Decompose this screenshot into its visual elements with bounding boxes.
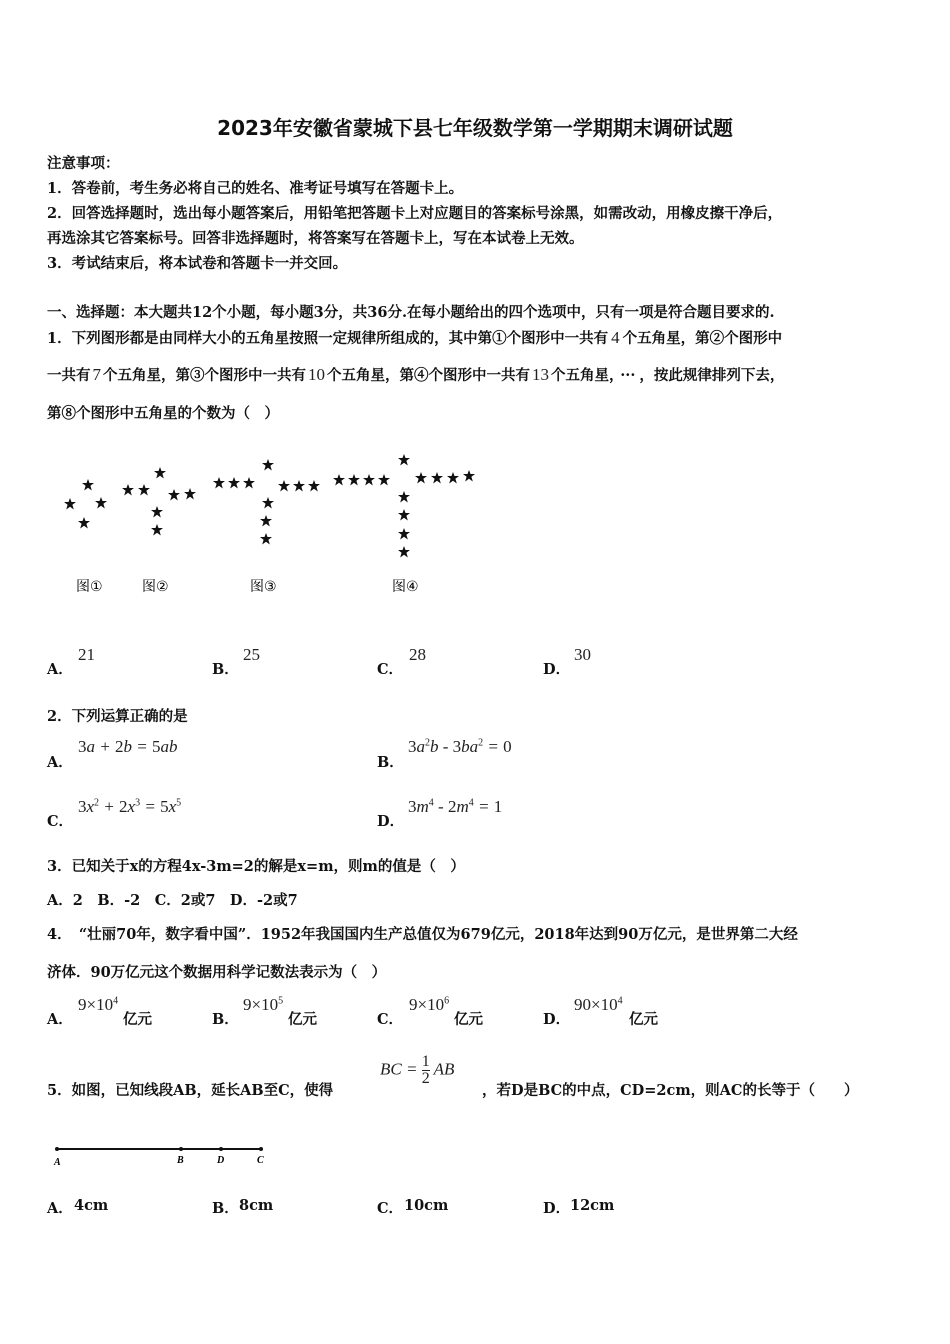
point-a-dot [55,1147,59,1151]
q5-option-d-label[interactable]: D． [543,1200,571,1217]
star-icon [293,480,305,492]
q5-segment-figure [45,1138,275,1172]
star-icon [184,488,196,500]
notice-item-3: 3．考试结束后，将本试卷和答题卡一并交回。 [47,255,348,272]
q2-option-d-expr: $3m^4 - 2m^4 = 1$ [408,797,503,816]
star-icon [151,524,163,536]
q3-stem: 3．已知关于x的方程4x-3m=2的解是x=m，则m的值是（ ） [47,858,465,875]
star-icon [95,497,107,509]
q1-option-b-value: 25 [243,645,260,664]
point-c-dot [259,1147,263,1151]
q5-option-c-value: 10cm [404,1197,449,1214]
q5-option-b-value: 8cm [239,1197,274,1214]
q2-stem: 2．下列运算正确的是 [47,708,188,725]
q4-option-a-label[interactable]: A． [47,1011,73,1028]
q4-option-b-unit: 亿元 [288,1011,317,1028]
star-icon [213,477,225,489]
q1-option-c-label[interactable]: C． [377,661,404,678]
star-icon [431,472,443,484]
star-icon [138,484,150,496]
point-b-dot [179,1147,183,1151]
q5-option-a-value: 4cm [74,1197,109,1214]
point-d-dot [219,1147,223,1151]
q1-count-2: 7 [92,365,101,384]
q5-formula: BC = $\frac{1}{2}$ AB [380,1053,455,1087]
page-title: 2023年安徽省蒙城下县七年级数学第一学期期末调研试题 [217,116,733,140]
star-icon [243,477,255,489]
q1-line-3: 第⑧个图形中五角星的个数为（ ） [47,405,279,422]
q1-ellipsis: ··· [620,367,636,384]
figure-caption-4: 图④ [392,579,419,595]
q3-options[interactable]: A．2 B．-2 C．2或7 D．-2或7 [47,892,298,909]
notice-heading: 注意事项： [47,155,120,172]
q4-line-1: 4． “壮丽70年，数字看中国”．1952年我国国内生产总值仅为679亿元，2018年达到90万亿元，是世界第二大经 [47,926,798,943]
star-icon [122,484,134,496]
star-icon [463,470,475,482]
figure-caption-3: 图③ [250,579,277,595]
star-icon [415,472,427,484]
q1-option-d-label[interactable]: D． [543,661,571,678]
q1-count-1: 4 [611,328,620,347]
q1-text-f: 个五角星， [551,367,617,384]
star-icon [64,498,76,510]
star-icon [348,474,360,486]
q1-option-a-label[interactable]: A． [47,661,73,678]
star-icon [398,491,410,503]
section-heading: 一、选择题：本大题共12个小题，每小题3分，共36分.在每小题给出的四个选项中，只有一项是符合题目要求的. [47,304,775,321]
star-icon [447,472,459,484]
star-icon [363,474,375,486]
q5-option-d-value: 12cm [570,1197,615,1214]
star-icon [262,459,274,471]
star-icon [398,528,410,540]
notice-item-1: 1．答卷前，考生务必将自己的姓名、准考证号填写在答题卡上。 [47,180,464,197]
q1-option-d-value: 30 [574,645,591,664]
star-icon [378,474,390,486]
figure-caption-2: 图② [142,579,169,595]
q4-option-b-expr: $9\times 10^5$ [243,995,284,1014]
point-c-label: C [257,1155,264,1166]
star-icon [78,517,90,529]
q4-option-a-expr: $9\times 10^4$ [78,995,119,1014]
point-a-label: A [54,1157,61,1168]
q1-star-figures [0,440,520,610]
star-icon [228,477,240,489]
q1-option-b-label[interactable]: B． [212,661,239,678]
q1-text-d: 个五角星，第③个图形中一共有 [103,367,306,384]
star-icon [333,474,345,486]
q5-stem-a: 5．如图，已知线段AB，延长AB至C，使得 [47,1082,334,1099]
star-icon [260,533,272,545]
q1-option-c-value: 28 [409,645,426,664]
notice-item-2: 2．回答选择题时，选出每小题答案后，用铅笔把答题卡上对应题目的答案标号涂黑，如需改动，用橡皮擦干净后， [47,205,783,222]
q4-option-a-unit: 亿元 [123,1011,152,1028]
star-icon [260,515,272,527]
q2-option-b-expr: $3a^2b - 3ba^2 = 0$ [408,737,512,756]
q4-option-d-unit: 亿元 [629,1011,658,1028]
q1-option-a-value: 21 [78,645,95,664]
star-icon [151,506,163,518]
q5-option-b-label[interactable]: B． [212,1200,239,1217]
q5-option-c-label[interactable]: C． [377,1200,404,1217]
q2-option-c-expr: $3x^2 + 2x^3 = 5x^5$ [78,797,182,816]
q2-option-b-label[interactable]: B． [377,754,404,771]
q4-option-c-expr: $9\times 10^6$ [409,995,450,1014]
q1-text-b: 个五角星，第②个图形中 [622,330,783,347]
star-icon [308,480,320,492]
q4-option-c-label[interactable]: C． [377,1011,404,1028]
q1-text-a: 1．下列图形都是由同样大小的五角星按照一定规律所组成的，其中第①个图形中一共有 [47,330,609,347]
star-icon [398,509,410,521]
point-b-label: B [177,1155,184,1166]
star-group [64,454,475,558]
q4-line-2: 济体．90万亿元这个数据用科学记数法表示为（ ） [47,964,387,981]
star-icon [398,546,410,558]
q1-line-2 [47,364,784,385]
q4-option-d-expr: $90\times 10^4$ [574,995,623,1014]
q1-count-4: 13 [532,365,549,384]
q2-option-a-label[interactable]: A． [47,754,73,771]
q5-option-a-label[interactable]: A． [47,1200,73,1217]
figure-caption-1: 图① [76,579,103,595]
q1-line-1 [47,327,782,348]
q1-text-c: 一共有 [47,367,91,384]
q4-option-b-label[interactable]: B． [212,1011,239,1028]
q4-option-c-unit: 亿元 [454,1011,483,1028]
q1-count-3: 10 [308,365,325,384]
q1-text-e: 个五角星，第④个图形中一共有 [327,367,530,384]
star-icon [262,497,274,509]
star-icon [398,454,410,466]
q4-option-d-label[interactable]: D． [543,1011,571,1028]
star-icon [154,467,166,479]
star-icon [168,489,180,501]
star-icon [278,480,290,492]
notice-item-2-cont: 再选涂其它答案标号。回答非选择题时，将答案写在答题卡上，写在本试卷上无效。 [47,230,584,247]
q2-option-d-label[interactable]: D． [377,813,405,830]
q2-option-a-expr: 3a + 2b = 5ab [78,737,178,756]
star-icon [82,479,94,491]
point-d-label: D [217,1155,225,1166]
q1-text-g: ，按此规律排列下去， [639,367,785,384]
q5-stem-b: ，若D是BC的中点，CD=2cm，则AC的长等于（ ） [482,1082,859,1099]
q2-option-c-label[interactable]: C． [47,813,74,830]
